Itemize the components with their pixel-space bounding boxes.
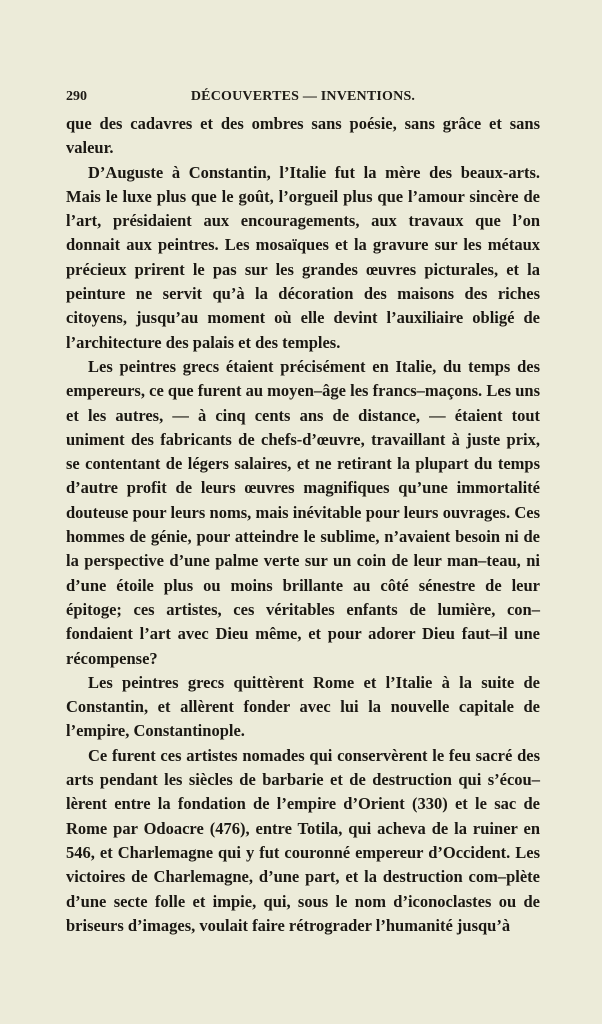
paragraph: Les peintres grecs étaient précisément en Italie, du temps des empereurs, ce que furent au moyen–âge les francs–maçons. Les uns et les autres, — à cinq cents ans de distance, — étaient tout uniment des fabricants de chefs-d’œuvre, travaillant à juste prix, se contentant de légers salaires, et ne retirant la plupart du temps d’autre profit de leurs œuvres magnifiques qu’une immortalité douteuse pour leurs noms, mais inévitable pour leurs ouvrages. Ces hommes de génie, pour atteindre le sublime, n’avaient besoin ni de la perspective d’une palme verte sur un coin de leur man–teau, ni d’une étoile plus ou moins brillante au côté sénestre de leur épitoge; ces artistes, ces véritables enfants de lumière, con–fondaient l’art avec Dieu même, et pour adorer Dieu faut–il une récompense? [66, 356, 540, 668]
paragraph: D’Auguste à Constantin, l’Italie fut la mère des beaux-arts. Mais le luxe plus que le goût, l’orgueil plus que l’amour sincère de l’art, présidaient aux encouragements, aux travaux que l’on donnait aux peintres. Les mosaïques et la gravure sur les métaux précieux prirent le pas sur les grandes œuvres picturales, et la peinture ne servit qu’à la décoration des maisons des riches citoyens, jusqu’au moment où elle devint l’auxiliaire obligé de l’architecture des palais et des temples. [66, 162, 540, 352]
page-number: 290 [66, 89, 87, 104]
body-text [66, 112, 540, 938]
paragraph: Les peintres grecs quittèrent Rome et l’Italie à la suite de Constantin, et allèrent fonder avec lui la nouvelle capitale de l’empire, Constantinople. [66, 672, 540, 741]
page-header [66, 89, 540, 109]
paragraph: Ce furent ces artistes nomades qui conservèrent le feu sacré des arts pendant les siècles de barbarie et de destruction qui s’écou–lèrent entre la fondation de l’empire d’Orient (330) et le sac de Rome par Odoacre (476), entre Totila, qui acheva de la ruiner en 546, et Charlemagne qui y fut couronné empereur d’Occident. Les victoires de Charlemagne, d’une part, et la destruction com–plète d’une secte folle et impie, qui, sous le nom d’iconoclastes ou de briseurs d’images, voulait faire rétrograder l’humanité jusqu’à [66, 745, 540, 935]
paragraph: que des cadavres et des ombres sans poésie, sans grâce et sans valeur. [66, 114, 540, 158]
running-title: DÉCOUVERTES — INVENTIONS. [190, 89, 416, 104]
